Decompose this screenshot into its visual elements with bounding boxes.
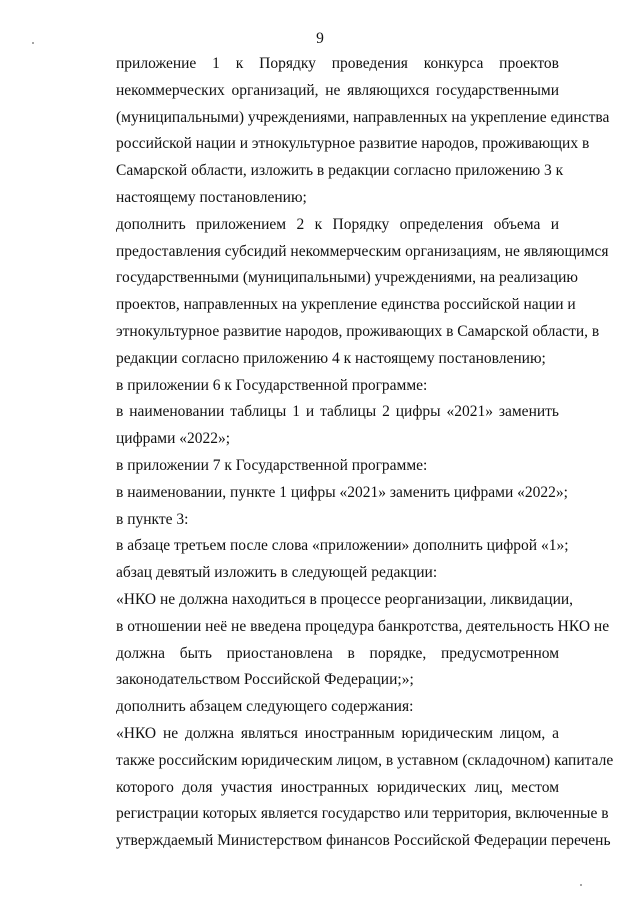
page-number: 9 (316, 30, 324, 47)
text-line: дополнить абзацем следующего содержания: (116, 698, 414, 716)
text-line: «НКО не должна являться иностранным юридическим лицом, а (116, 724, 559, 742)
paragraph (78, 560, 559, 587)
text-line: дополнить приложением 2 к Порядку определения объема и (116, 215, 559, 233)
text-line: «НКО не должна находиться в процессе реорганизации, ликвидации, (116, 590, 574, 608)
paragraph (78, 51, 610, 212)
paragraph (78, 587, 610, 694)
text-line: абзац девятый изложить в следующей редакции: (116, 564, 438, 582)
paragraph (78, 721, 614, 855)
text-line: цифрами «2022»; (116, 430, 231, 448)
text-line: утверждаемый Министерством финансов Российской Федерации перечень (116, 832, 611, 850)
document-body (78, 51, 614, 855)
text-line: редакции согласно приложению 4 к настоящему постановлению; (116, 349, 546, 367)
text-line: настоящему постановлению; (116, 188, 307, 206)
text-line: Самарской области, изложить в редакции согласно приложению 3 к (116, 162, 564, 180)
text-line: приложение 1 к Порядку проведения конкурса проектов (116, 55, 559, 72)
text-line: в отношении неё не введена процедура банкротства, деятельность НКО не (116, 617, 610, 635)
text-line: в абзаце третьем после слова «приложении» дополнить цифрой «1»; (116, 537, 569, 555)
text-line: которого доля участия иностранных юридических лиц, местом (116, 778, 559, 796)
paragraph (78, 399, 559, 453)
text-line: должна быть приостановлена в порядке, предусмотренном (116, 644, 559, 662)
text-line: проектов, направленных на укрепление единства российской нации и (116, 296, 576, 314)
text-line: регистрации которых является государство или территория, включенные в (116, 805, 609, 823)
scan-speck (580, 884, 582, 886)
text-line: государственными (муниципальными) учреждениями, на реализацию (116, 269, 578, 287)
text-line: в пункте 3: (116, 510, 189, 528)
text-line: российской нации и этнокультурное развитие народов, проживающих в (116, 135, 590, 153)
paragraph (78, 507, 559, 534)
paragraph (78, 533, 569, 560)
paragraph (78, 480, 568, 507)
scan-speck (32, 42, 34, 44)
paragraph (78, 212, 609, 373)
paragraph (78, 453, 559, 480)
text-line: в наименовании таблицы 1 и таблицы 2 цифры «2021» заменить (116, 403, 559, 421)
text-line: в наименовании, пункте 1 цифры «2021» заменить цифрами «2022»; (116, 483, 568, 501)
paragraph (78, 373, 559, 400)
text-line: (муниципальными) учреждениями, направленных на укрепление единства (116, 108, 610, 126)
text-line: предоставления субсидий некоммерческим организациям, не являющимся (116, 242, 609, 260)
paragraph (78, 694, 559, 721)
text-line: в приложении 6 к Государственной программе: (116, 376, 428, 394)
text-line: в приложении 7 к Государственной программе: (116, 456, 428, 474)
text-line: этнокультурное развитие народов, проживающих в Самарской области, в (116, 322, 600, 340)
text-line: также российским юридическим лицом, в уставном (складочном) капитале (116, 751, 614, 769)
text-line: законодательством Российской Федерации;»; (116, 671, 414, 689)
text-line: некоммерческих организаций, не являющихся государственными (116, 81, 559, 99)
